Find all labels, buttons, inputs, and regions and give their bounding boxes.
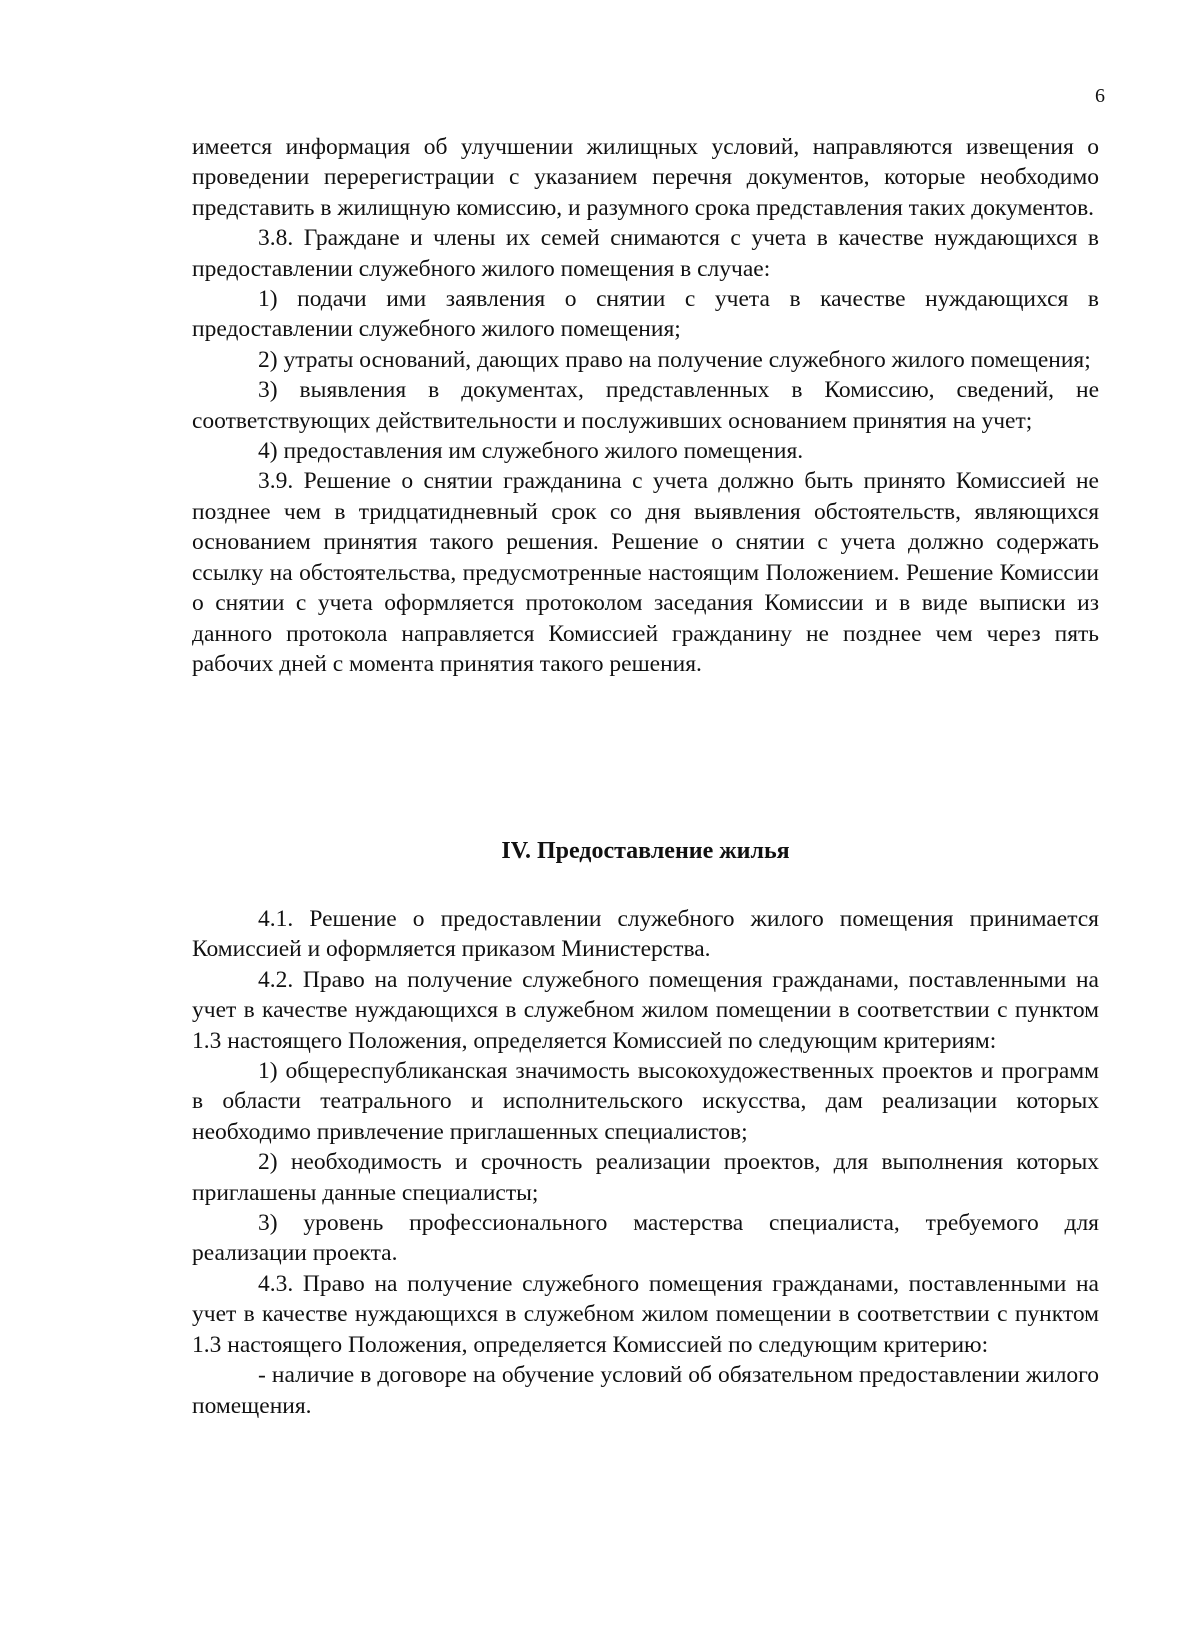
paragraph: 4.1. Решение о предоставлении служебного жилого помещения принимается Комиссией и оформляется приказом Министерства. [192, 906, 1099, 963]
list-item: 3) выявления в документах, представленных в Комиссию, сведений, не соответствующих действительности и послуживших основанием принятия на учет; [192, 377, 1099, 434]
section-heading: IV. Предоставление жилья [501, 838, 790, 864]
paragraph: имеется информация об улучшении жилищных условий, направляются извещения о проведении перерегистрации с указанием перечня документов, которые необходимо представить в жилищную комиссию, и разумного срока представления таких документов. [192, 134, 1099, 221]
paragraph: 4.3. Право на получение служебного помещения гражданами, поставленными на учет в качестве нуждающихся в служебном жилом помещении в соответствии с пунктом 1.3 настоящего Положения, определяется Комиссией по следующим критерию: [192, 1270, 1099, 1358]
list-item: 1) общереспубликанская значимость высокохудожественных проектов и программ в области театрального и исполнительского искусства, дам реализации которых необходимо привлечение приглашенных специалистов; [192, 1058, 1099, 1145]
list-item: 1) подачи ими заявления о снятии с учета в качестве нуждающихся в предоставлении служебного жилого помещения; [192, 286, 1099, 343]
list-item: 2) необходимость и срочность реализации проектов, для выполнения которых приглашены данные специалисты; [192, 1149, 1099, 1206]
paragraph: 3.9. Решение о снятии гражданина с учета должно быть принято Комиссией не позднее чем в тридцатидневный срок со дня выявления обстоятельств, являющихся основанием принятия такого решения. Решение о снятии с учета должно содержать ссылку на обстоятельства, предусмотренные настоящим Положением. Решение Комиссии о снятии с учета оформляется протоколом заседания Комиссии и в виде выписки из данного протокола направляется Комиссией гражданину не позднее чем через пять рабочих дней с момента принятия такого решения. [192, 468, 1099, 677]
list-item: 4) предоставления им служебного жилого помещения. [258, 438, 804, 465]
list-item: 3) уровень профессионального мастерства специалиста, требуемого для реализации проекта. [192, 1210, 1099, 1267]
body-text-before-heading [192, 132, 1099, 679]
page-number: 6 [1095, 85, 1105, 107]
paragraph: 4.2. Право на получение служебного помещения гражданами, поставленными на учет в качестве нуждающихся в служебном жилом помещении в соответствии с пунктом 1.3 настоящего Положения, определяется Комиссией по следующим критериям: [192, 966, 1099, 1054]
paragraph: 3.8. Граждане и члены их семей снимаются с учета в качестве нуждающихся в предоставлении служебного жилого помещения в случае: [192, 225, 1099, 282]
list-item: - наличие в договоре на обучение условий об обязательном предоставлении жилого помещения. [192, 1362, 1099, 1419]
list-item: 2) утраты оснований, дающих право на получение служебного жилого помещения; [258, 346, 1091, 373]
body-text-after-heading [192, 904, 1099, 1421]
